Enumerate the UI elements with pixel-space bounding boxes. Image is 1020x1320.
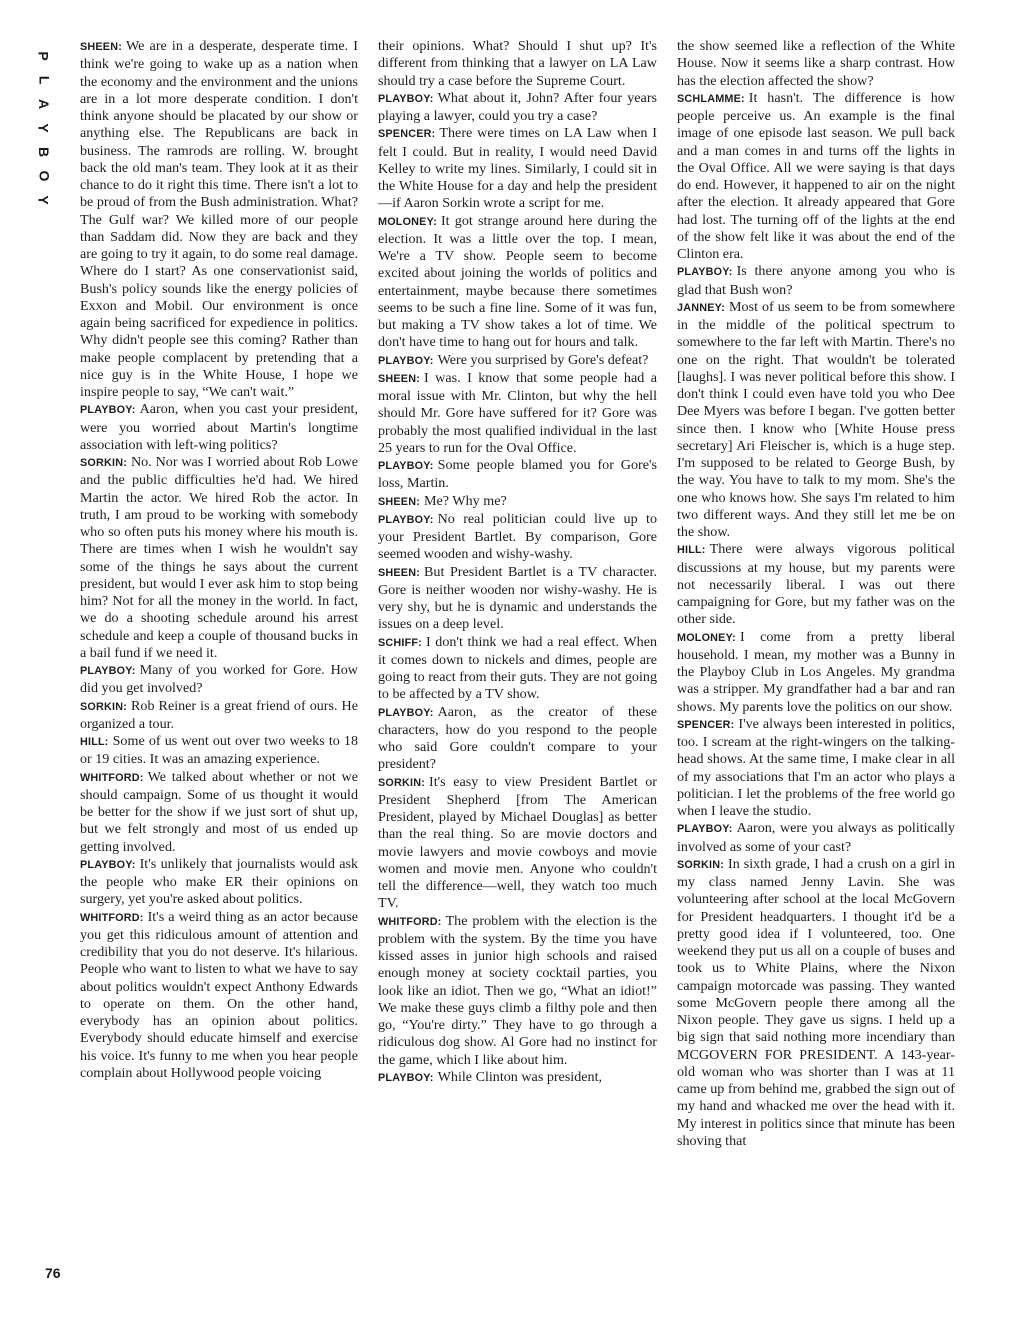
interview-paragraph xyxy=(677,629,955,716)
interview-paragraph xyxy=(677,90,955,264)
interview-paragraph xyxy=(378,125,657,212)
interview-paragraph xyxy=(677,820,955,856)
paragraph-text: We are in a desperate, desperate time. I think we're going to wake up as a nation when the economy and the environment and the unions are in a lot more desperate condition. I don't think anyone should be placated by our show or anything else. The Republicans are back in business. The ramrods are rolling. W. brought back the old man's team. They look at it as their chance to do it right this time. There isn't a lot to be proud of from the Bush administration. What? The Gulf war? We killed more of our people than Saddam did. Now they are back and they are going to try it again, to do some real damage. Where do I start? As one conservationist said, Bush's policy sounds like the energy policies of Exxon and Mobil. Our environment is once again being sacrificed for expedience in politics. Why didn't people see this coming? Rather than make people complacent by pretending that a nice guy is in the White House, I hope we inspire people to say, “We can't wait.” xyxy=(80,38,358,400)
interview-paragraph xyxy=(378,564,657,634)
paragraph-text: the show seemed like a reflection of the White House. Now it seems like a sharp contrast. How has the election affected the show? xyxy=(677,38,955,89)
speaker-name: HILL: xyxy=(80,736,109,748)
page-number: 76 xyxy=(45,1265,61,1281)
interview-paragraph xyxy=(378,38,657,90)
interview-paragraph xyxy=(80,698,358,734)
interview-paragraph xyxy=(80,454,358,662)
text-column-3 xyxy=(677,38,955,1288)
interview-paragraph xyxy=(378,457,657,493)
interview-paragraph xyxy=(378,774,657,913)
speaker-name: WHITFORD: xyxy=(378,915,442,928)
interview-paragraph xyxy=(378,1069,657,1087)
interview-paragraph xyxy=(677,716,955,821)
paragraph-text: their opinions. What? Should I shut up? It's different from thinking that a lawyer on LA Law should try a case before the Supreme Court. xyxy=(378,38,657,89)
side-label-letter: P xyxy=(36,51,52,61)
paragraph-text: Some people blamed you for Gore's loss, Martin. xyxy=(378,457,657,492)
side-label-letter: L xyxy=(36,75,52,85)
speaker-name: SHEEN: xyxy=(378,495,420,508)
speaker-name: SHEEN: xyxy=(80,41,122,53)
speaker-name: SCHLAMME: xyxy=(677,92,745,105)
speaker-name: PLAYBOY: xyxy=(80,404,136,417)
speaker-name: PLAYBOY: xyxy=(378,513,434,526)
interview-paragraph xyxy=(378,511,657,564)
speaker-name: PLAYBOY: xyxy=(80,665,136,677)
speaker-name: WHITFORD: xyxy=(80,771,144,784)
speaker-name: PLAYBOY: xyxy=(80,858,136,871)
paragraph-text: The problem with the election is the problem with the system. By the time you have kissed asses in junior high schools and raised enough money at society cocktail parties, you look like an idiot. Then we go, “What an idiot!” We make these guys climb a filthy pole and then go, “You're dirty.” They have to go through a ridiculous dog show. Al Gore had no instinct for the game, which I like about him. xyxy=(378,912,657,1068)
paragraph-text: Rob Reiner is a great friend of ours. He organized a tour. xyxy=(80,697,358,732)
paragraph-text: There were times on LA Law when I felt I could. But in reality, I would need David Kelley to write my lines. Similarly, I could sit in the White House for a day and help the president—if Aaron Sorkin wrote a script for me. xyxy=(378,125,657,212)
paragraph-text: No real politician could live up to your President Bartlet. By comparison, Gore seemed wooden and wishy-washy. xyxy=(378,510,657,563)
interview-paragraph xyxy=(80,401,358,454)
paragraph-text: I don't think we had a real effect. When it comes down to nickels and dimes, people are going to react from their guts. They are not going to be affected by a TV show. xyxy=(378,633,657,703)
speaker-name: MOLONEY: xyxy=(677,631,736,644)
interview-paragraph xyxy=(378,213,657,352)
paragraph-text: It's a weird thing as an actor because you get this ridiculous amount of attention and credibility that you do not deserve. It's hilarious. People who want to listen to what we have to say about politics wouldn't expect Anthony Edwards to operate on them. On the other hand, everybody has an opinion about politics. Everybody should educate himself and exercise his voice. It's funny to me when you hear people complain about Hollywood people voicing xyxy=(80,908,358,1081)
side-label-letter: A xyxy=(36,98,52,110)
interview-paragraph xyxy=(378,90,657,126)
speaker-name: PLAYBOY: xyxy=(677,823,733,836)
paragraph-text: Me? Why me? xyxy=(424,492,507,509)
paragraph-text: Were you surprised by Gore's defeat? xyxy=(437,351,649,368)
paragraph-text: It hasn't. The difference is how people perceive us. An example is the final image of one episode last season. We pull back and a man comes in and turns off the lights in the Oval Office. All we were saying is that days do end. However, it happened to air on the night after the election. It already appeared that Gore had lost. The turning off of the lights at the end of the show felt like it was about the end of the Clinton era. xyxy=(677,89,955,262)
paragraph-text: I was. I know that some people had a moral issue with Mr. Clinton, but why the hell should Mr. Gore have suffered for it? Gore was probably the most qualified individual in the last 25 years to run for the Oval Office. xyxy=(378,369,657,456)
speaker-name: PLAYBOY: xyxy=(378,706,434,719)
interview-paragraph xyxy=(677,263,955,299)
paragraph-text: What about it, John? After four years playing a lawyer, could you try a case? xyxy=(378,89,657,124)
speaker-name: SORKIN: xyxy=(80,457,127,469)
paragraph-text: No. Nor was I worried about Rob Lowe and the public difficulties he'd had. We hired Martin the actor. We hired Rob the actor. In truth, I am proud to be working with somebody who so often puts his money where his mouth is. There are times when I wish he wouldn't say some of the things he says about the current president, but would I ever ask him to stop being him? Not for all the money in the world. In fact, we do a shooting schedule around his arrest schedule and keep a couple of thousand bucks in a bail fund if we need it. xyxy=(80,454,358,661)
speaker-name: SHEEN: xyxy=(378,372,420,385)
paragraph-text: Some of us went out over two weeks to 18 or 19 cities. It was an amazing experience. xyxy=(80,733,358,768)
interview-paragraph xyxy=(677,38,955,90)
speaker-name: SHEEN: xyxy=(378,566,420,579)
paragraph-text: While Clinton was president, xyxy=(437,1068,603,1085)
speaker-name: PLAYBOY: xyxy=(677,266,733,279)
paragraph-text: Is there anyone among you who is glad that Bush won? xyxy=(677,263,955,298)
magazine-side-label xyxy=(33,44,55,212)
speaker-name: PLAYBOY: xyxy=(378,92,434,105)
paragraph-text: Aaron, were you always as politically involved as some of your cast? xyxy=(677,820,955,855)
interview-paragraph xyxy=(80,733,358,769)
side-label-letter: B xyxy=(36,146,52,158)
interview-paragraph xyxy=(677,541,955,628)
paragraph-text: Aaron, as the creator of these characters, how do you respond to the people who said Gore couldn't compare to your president? xyxy=(378,703,657,773)
paragraph-text: Most of us seem to be from somewhere in the middle of the political spectrum to somewhere to the far left with Martin. There's no one on the right. That wouldn't be tolerated [laughs]. I was never political before this show. I don't think I could even have told you who Dee Dee Myers was before I began. I've gotten better since then. I know who [White House press secretary] Ari Fleischer is, which is a huge step. I'm supposed to be related to George Bush, by the way. You have to talk to my mom. She's the one who knows how. She says I'm related to him two different ways. And they still let me be on the show. xyxy=(677,298,955,540)
side-label-letter: Y xyxy=(36,195,52,205)
speaker-name: MOLONEY: xyxy=(378,215,437,228)
speaker-name: SORKIN: xyxy=(378,776,425,789)
interview-paragraph xyxy=(80,856,358,909)
speaker-name: PLAYBOY: xyxy=(378,460,434,472)
interview-paragraph xyxy=(80,909,358,1083)
speaker-name: SORKIN: xyxy=(677,858,724,871)
text-column-1 xyxy=(80,38,358,1288)
interview-paragraph xyxy=(378,352,657,370)
interview-paragraph xyxy=(80,38,358,401)
paragraph-text: I've always been interested in politics, too. I scream at the right-wingers on the talking-head shows. At the same time, I make clear in all of my associations that I'm an actor who plays a politician. I let the problems of the free world go when I leave the studio. xyxy=(677,715,955,819)
speaker-name: SPENCER: xyxy=(378,128,436,141)
interview-paragraph xyxy=(378,493,657,511)
paragraph-text: In sixth grade, I had a crush on a girl in my class named Jenny Lavin. She was volunteering after school at the local McGovern for President headquarters. I thought it'd be a pretty good idea if I volunteered, too. One weekend they put us all on a couple of buses and took us to White Plains, where the Nixon campaign motorcade was passing. They wanted some McGovern people there among all the Nixon people. They gave us signs. I held up a big sign that said nothing more incendiary than MCGOVERN FOR PRESIDENT. A 143-year-old woman who was shorter than I was at 11 came up from behind me, grabbed the sign out of my hand and whacked me over the head with it. My interest in politics since that minute has been shoving that xyxy=(677,855,955,1149)
paragraph-text: But President Bartlet is a TV character. Gore is neither wooden nor wishy-washy. He is very shy, but he is dynamic and understands the issues on a deep level. xyxy=(378,563,657,633)
interview-paragraph xyxy=(378,634,657,704)
interview-paragraph xyxy=(378,913,657,1069)
paragraph-text: Aaron, when you cast your president, were you worried about Martin's longtime association with left-wing politics? xyxy=(80,401,358,453)
interview-paragraph xyxy=(677,856,955,1150)
speaker-name: WHITFORD: xyxy=(80,911,144,924)
side-label-letter: O xyxy=(35,170,52,182)
paragraph-text: It's unlikely that journalists would ask the people who make ER their opinions on surgery, yet you're asked about politics. xyxy=(80,855,358,908)
speaker-name: PLAYBOY: xyxy=(378,354,434,367)
paragraph-text: There were always vigorous political discussions at my house, but my parents were not necessarily liberal. I was out there campaigning for Gore, but my father was on the other side. xyxy=(677,541,955,628)
text-column-2 xyxy=(378,38,657,1288)
interview-paragraph xyxy=(80,662,358,698)
paragraph-text: It's easy to view President Bartlet or President Shepherd [from The American President, played by Michael Douglas] as better than the real thing. So are movie doctors and movie lawyers and movie cowboys and movie women and movie men. Anyone who couldn't tell the difference—well, they watch too much TV. xyxy=(378,773,657,912)
speaker-name: JANNEY: xyxy=(677,301,725,314)
interview-paragraph xyxy=(677,299,955,542)
interview-paragraph xyxy=(378,704,657,774)
speaker-name: SCHIFF: xyxy=(378,636,422,649)
side-label-letter: Y xyxy=(36,123,52,133)
paragraph-text: Many of you worked for Gore. How did you get involved? xyxy=(80,662,358,697)
speaker-name: PLAYBOY: xyxy=(378,1071,434,1084)
paragraph-text: It got strange around here during the election. It was a little over the top. I mean, We're a TV show. People seem to become excited about joining the worlds of politics and entertainment, maybe because there sometimes seems to be such a fine line. Some of it was fun, but making a TV show takes a lot of time. We don't have time to hang out for hours and talk. xyxy=(378,212,657,351)
paragraph-text: We talked about whether or not we should campaign. Some of us thought it would be better for the show if we just sort of shut up, but we felt strongly and most of us ended up getting involved. xyxy=(80,768,358,855)
speaker-name: HILL: xyxy=(677,544,706,557)
interview-paragraph xyxy=(80,769,358,856)
paragraph-text: I come from a pretty liberal household. I mean, my mother was a Bunny in the Playboy Club in Los Angeles. My grandma was a stripper. My grandfather had a bar and ran shows. My parents love the politics on our show. xyxy=(677,628,955,715)
speaker-name: SORKIN: xyxy=(80,700,127,713)
interview-paragraph xyxy=(378,370,657,457)
speaker-name: SPENCER: xyxy=(677,718,735,731)
